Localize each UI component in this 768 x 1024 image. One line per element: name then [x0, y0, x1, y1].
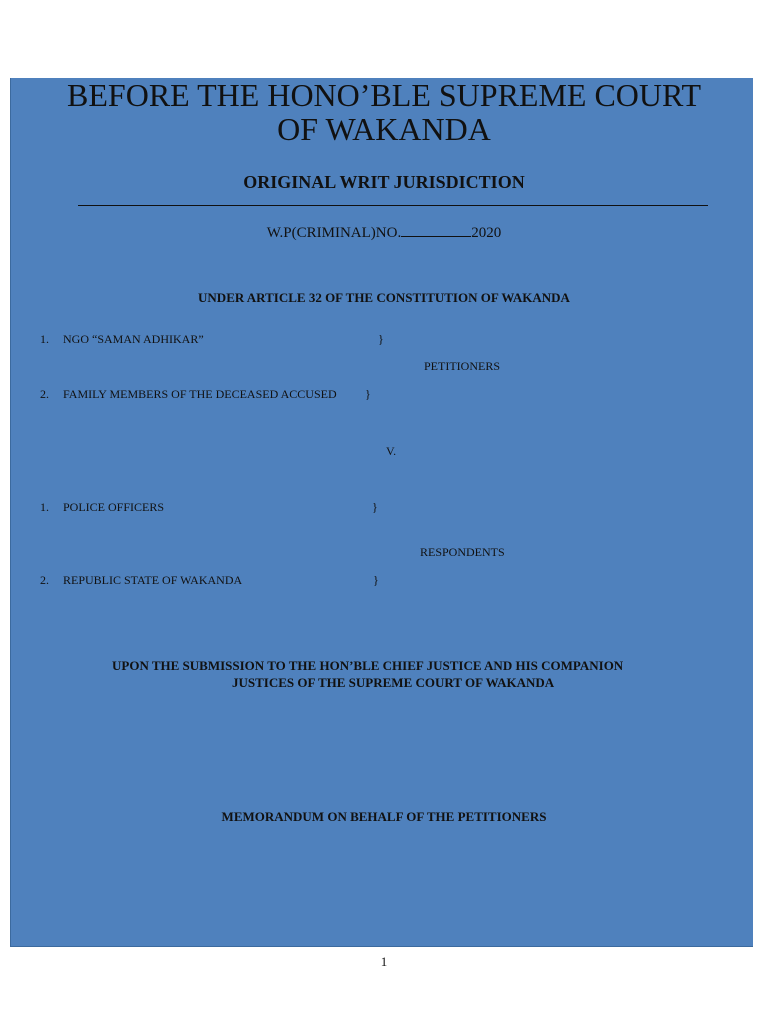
petitioners-label: PETITIONERS	[424, 359, 500, 373]
respondents-label: RESPONDENTS	[420, 545, 505, 559]
jurisdiction-heading: ORIGINAL WRIT JURISDICTION	[243, 172, 525, 192]
versus-label: V.	[386, 444, 397, 458]
petitioner-name: NGO “SAMAN ADHIKAR”	[63, 332, 204, 346]
respondent-number: 2.	[40, 573, 49, 587]
writ-number-blank	[401, 222, 471, 237]
writ-petition-number	[0, 222, 768, 242]
court-title	[0, 78, 768, 146]
petitioner-brace: }	[378, 332, 384, 346]
respondent-brace: }	[372, 500, 378, 514]
petitioner-name: FAMILY MEMBERS OF THE DECEASED ACCUSED	[63, 387, 337, 401]
respondent-name: REPUBLIC STATE OF WAKANDA	[63, 573, 243, 587]
writ-prefix: W.P(CRIMINAL)NO.	[266, 225, 402, 241]
petitioner-brace: }	[365, 387, 371, 401]
page-number: 1	[380, 954, 388, 969]
petitioner-number: 1.	[40, 332, 49, 346]
petitioner-number: 2.	[40, 387, 49, 401]
memorandum-title: MEMORANDUM ON BEHALF OF THE PETITIONERS	[221, 809, 547, 824]
submission-line2: JUSTICES OF THE SUPREME COURT OF WAKANDA	[232, 675, 555, 690]
respondent-name: POLICE OFFICERS	[63, 500, 165, 514]
respondent-number: 1.	[40, 500, 49, 514]
writ-year: 2020	[471, 225, 502, 241]
court-title-line2: OF WAKANDA	[277, 111, 491, 147]
article-heading: UNDER ARTICLE 32 OF THE CONSTITUTION OF WAKANDA	[198, 290, 570, 305]
court-title-line1: BEFORE THE HONO’BLE SUPREME COURT	[67, 77, 701, 113]
heading-divider	[78, 205, 708, 206]
submission-line1: UPON THE SUBMISSION TO THE HON’BLE CHIEF JUSTICE AND HIS COMPANION	[112, 658, 624, 673]
respondent-brace: }	[373, 573, 379, 587]
